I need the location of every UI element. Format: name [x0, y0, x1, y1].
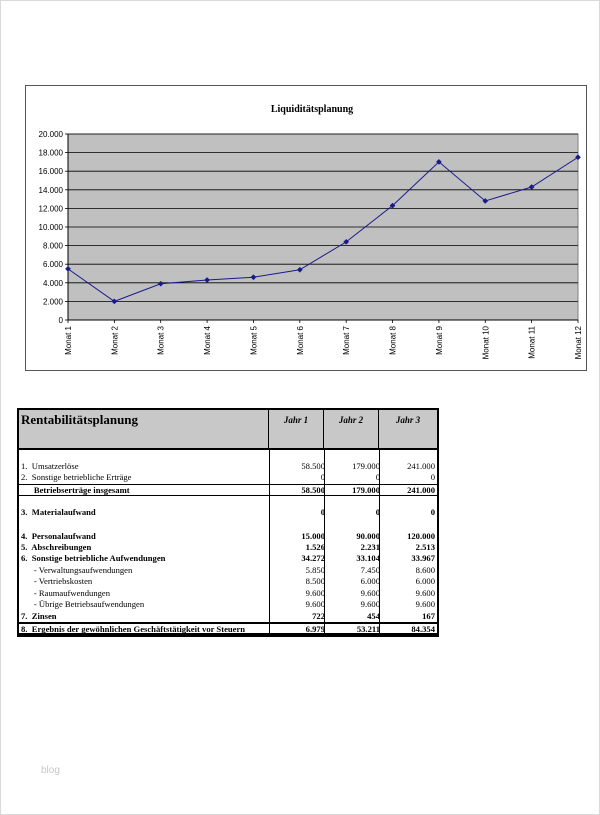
row-value-year-3: 9.600: [415, 588, 435, 598]
row-label: - Vertriebskosten: [21, 576, 93, 586]
x-tick-label: Monat 4: [203, 326, 213, 355]
row-value-year-2: 53.211: [356, 624, 380, 634]
liquidity-chart: [25, 85, 587, 371]
y-tick-label: 14.000: [38, 185, 63, 195]
table-row: [19, 472, 437, 483]
row-value-year-1: 0: [320, 507, 325, 517]
row-value-year-2: 179.000: [352, 461, 380, 471]
row-value-year-3: 241.000: [407, 461, 435, 471]
table-row: [19, 611, 437, 622]
row-label: 3. Materialaufwand: [21, 507, 96, 517]
row-value-year-2: 454: [367, 611, 380, 621]
row-label: - Verwaltungsaufwendungen: [21, 565, 133, 575]
row-label: 2. Sonstige betriebliche Erträge: [21, 472, 132, 482]
row-value-year-1: 34.272: [301, 553, 325, 563]
table-row: [19, 565, 437, 576]
table-row: [19, 599, 437, 610]
x-tick-label: Monat 8: [388, 326, 398, 355]
y-tick-label: 12.000: [38, 204, 63, 214]
row-value-year-1: 0: [320, 472, 325, 482]
row-value-year-1: 1.526: [305, 542, 325, 552]
table-row: [19, 622, 437, 635]
profitability-table: [17, 408, 439, 637]
row-value-year-3: 33.967: [411, 553, 435, 563]
row-value-year-3: 9.600: [415, 599, 435, 609]
y-tick-label: 16.000: [38, 167, 63, 177]
row-label: 1. Umsatzerlöse: [21, 461, 79, 471]
row-value-year-3: 84.354: [411, 624, 435, 634]
row-label: Betriebserträge insgesamt: [21, 485, 130, 495]
x-tick-label: Monat 7: [342, 326, 352, 355]
row-label: 8. Ergebnis der gewöhnlichen Geschäftstätigkeit vor Steuern: [21, 624, 246, 634]
row-value-year-2: 0: [375, 472, 380, 482]
row-value-year-1: 15.000: [301, 531, 325, 541]
row-value-year-2: 0: [375, 507, 380, 517]
row-value-year-1: 58.500: [301, 461, 325, 471]
table-row: [19, 576, 437, 587]
y-tick-label: 4.000: [42, 278, 63, 288]
row-value-year-2: 9.600: [360, 599, 380, 609]
row-value-year-3: 2.513: [415, 542, 435, 552]
x-tick-label: Monat 6: [295, 326, 305, 355]
row-value-year-3: 6.000: [415, 576, 435, 586]
y-tick-label: 2.000: [42, 297, 63, 307]
row-label: 7. Zinsen: [21, 611, 57, 621]
table-row: [19, 542, 437, 553]
table-row: [19, 484, 437, 496]
row-value-year-2: 6.000: [360, 576, 380, 586]
row-value-year-2: 33.104: [356, 553, 380, 563]
row-value-year-1: 58.500: [301, 485, 325, 495]
year-1-header: Jahr 1: [269, 410, 324, 448]
year-2-header: Jahr 2: [324, 410, 379, 448]
row-value-year-1: 6.979: [305, 624, 325, 634]
chart-title: Liquiditätsplanung: [270, 104, 354, 115]
x-tick-label: Monat 10: [481, 326, 491, 360]
row-value-year-2: 2.231: [360, 542, 380, 552]
row-value-year-3: 8.600: [415, 565, 435, 575]
row-value-year-1: 722: [312, 611, 325, 621]
y-tick-label: 20.000: [38, 130, 63, 139]
row-value-year-2: 90.000: [356, 531, 380, 541]
row-value-year-2: 179.000: [352, 485, 380, 495]
chart-svg: [26, 86, 586, 370]
row-value-year-3: 167: [422, 611, 435, 621]
table-row: [19, 507, 437, 518]
table-row: [19, 531, 437, 542]
table-row: [19, 588, 437, 599]
x-tick-label: Monat 5: [249, 326, 259, 355]
row-value-year-2: 7.450: [360, 565, 380, 575]
row-value-year-3: 0: [430, 472, 435, 482]
x-tick-label: Monat 2: [110, 326, 120, 355]
table-row: [19, 553, 437, 564]
y-tick-label: 0: [58, 316, 63, 325]
x-tick-label: Monat 1: [64, 326, 73, 355]
table-row: [19, 461, 437, 472]
row-label: - Raumaufwendungen: [21, 588, 111, 598]
x-tick-label: Monat 3: [156, 326, 166, 355]
row-value-year-1: 5.850: [305, 565, 325, 575]
row-value-year-2: 9.600: [360, 588, 380, 598]
x-tick-label: Monat 12: [574, 326, 583, 360]
watermark-text: blog: [41, 765, 60, 776]
row-value-year-3: 120.000: [407, 531, 435, 541]
table-title: Rentabilitätsplanung: [19, 410, 269, 448]
year-3-header: Jahr 3: [379, 410, 437, 448]
row-value-year-1: 9.600: [305, 588, 325, 598]
y-tick-label: 10.000: [38, 223, 63, 232]
row-value-year-1: 8.500: [305, 576, 325, 586]
row-value-year-3: 0: [430, 507, 435, 517]
y-tick-label: 6.000: [42, 260, 63, 270]
header-divider: [19, 448, 437, 450]
row-value-year-1: 9.600: [305, 599, 325, 609]
x-tick-label: Monat 11: [527, 326, 537, 359]
row-label: - Übrige Betriebsaufwendungen: [21, 599, 145, 609]
y-tick-label: 18.000: [38, 148, 63, 158]
x-tick-label: Monat 9: [434, 326, 444, 355]
row-label: 4. Personalaufwand: [21, 531, 96, 541]
row-value-year-3: 241.000: [407, 485, 435, 495]
y-tick-label: 8.000: [42, 241, 63, 251]
row-label: 6. Sonstige betriebliche Aufwendungen: [21, 553, 166, 563]
row-label: 5. Abschreibungen: [21, 542, 92, 552]
